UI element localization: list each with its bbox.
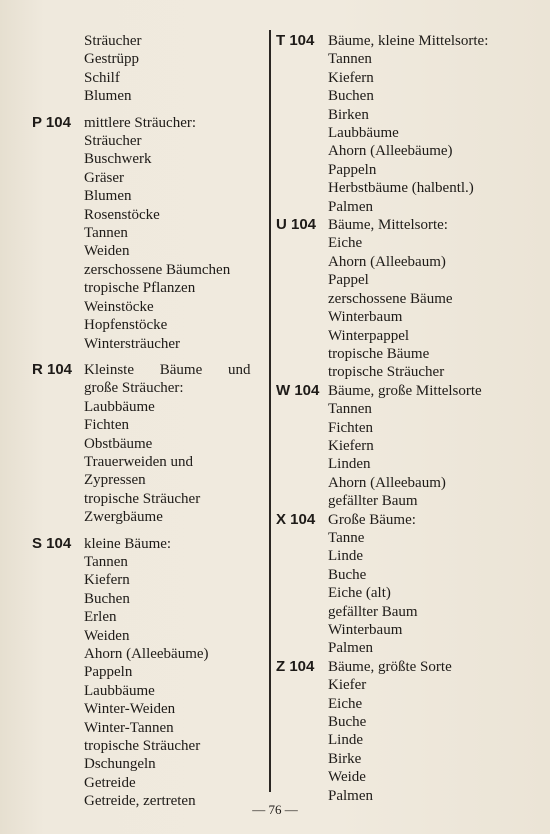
entry-heading: Große Bäume: bbox=[328, 511, 416, 528]
entry-code: U 104 bbox=[276, 216, 317, 234]
list-item: Birken bbox=[328, 106, 369, 123]
list-item: Birke bbox=[328, 750, 362, 767]
list-item: Buchen bbox=[328, 88, 374, 105]
list-item: Gestrüpp bbox=[84, 51, 139, 68]
list-item: Dschungeln bbox=[84, 756, 156, 773]
list-item: Ahorn (Alleebäume) bbox=[84, 646, 209, 662]
list-item: Gräser bbox=[84, 169, 124, 186]
list-item: Hopfenstöcke bbox=[84, 317, 168, 334]
entry-s104 bbox=[32, 535, 270, 811]
entry-heading: Bäume, größte Sorte bbox=[328, 658, 452, 675]
list-item: tropische Sträucher bbox=[328, 364, 445, 381]
list-item: zerschossene Bäumchen bbox=[84, 261, 231, 278]
entry-w104 bbox=[276, 382, 536, 511]
list-item: Linden bbox=[328, 456, 371, 473]
list-item: Trauerweiden und bbox=[84, 453, 194, 470]
list-item: Laubbäume bbox=[328, 125, 399, 142]
list-item: Palmen bbox=[328, 198, 373, 215]
list-item: Weide bbox=[328, 769, 366, 786]
list-item: gefällter Baum bbox=[328, 603, 418, 620]
list-item: Kiefern bbox=[328, 437, 374, 454]
list-item: Eiche bbox=[328, 235, 363, 252]
list-item: Herbstbäume (halbentl.) bbox=[328, 180, 474, 197]
list-item: Wintersträucher bbox=[84, 335, 181, 352]
list-item: tropische Sträucher bbox=[84, 490, 201, 507]
list-item: tropische Pflanzen bbox=[84, 280, 196, 297]
entry-r104 bbox=[32, 361, 270, 527]
list-item: Linde bbox=[328, 732, 363, 749]
list-item: Blumen bbox=[84, 188, 132, 205]
list-item: Rosenstöcke bbox=[84, 206, 160, 223]
list-item: Blumen bbox=[84, 88, 132, 105]
list-item: Pappeln bbox=[84, 664, 133, 681]
list-item: Tanne bbox=[328, 529, 365, 546]
list-item: tropische Bäume bbox=[328, 345, 430, 362]
list-item: Winter-Weiden bbox=[84, 701, 176, 718]
column-divider bbox=[269, 30, 271, 792]
list-item: tropische Sträucher bbox=[84, 738, 201, 755]
list-item: Tannen bbox=[328, 51, 372, 68]
list-item: Getreide, zertreten bbox=[84, 793, 196, 810]
left-column bbox=[32, 32, 270, 811]
list-item: Kiefer bbox=[328, 677, 367, 694]
list-item: Pappeln bbox=[328, 161, 377, 178]
entry-heading: Bäume, kleine Mittelsorte: bbox=[328, 33, 489, 49]
entry-p104 bbox=[32, 114, 270, 353]
list-item: Winterbaum bbox=[328, 309, 403, 326]
list-item: Pappel bbox=[328, 272, 369, 289]
page-number: — 76 — bbox=[252, 802, 298, 817]
list-item: Palmen bbox=[328, 640, 373, 657]
list-item: Kiefern bbox=[328, 69, 374, 86]
list-item: Palmen bbox=[328, 787, 373, 804]
list-item: Winterpappel bbox=[328, 327, 410, 344]
continued-list bbox=[84, 32, 270, 106]
entry-heading: Bäume, große Mittelsorte bbox=[328, 382, 482, 399]
list-item: Weiden bbox=[84, 243, 130, 260]
list-item: Ahorn (Alleebäume) bbox=[328, 143, 453, 160]
list-item: Tannen bbox=[328, 401, 372, 418]
list-item: Winter-Tannen bbox=[84, 719, 174, 736]
list-item: gefällter Baum bbox=[328, 493, 418, 510]
entry-x104 bbox=[276, 511, 536, 658]
entry-heading: mittlere Sträucher: bbox=[84, 114, 197, 131]
entry-heading-continued: große Sträucher: bbox=[84, 380, 184, 397]
list-item: Erlen bbox=[84, 609, 117, 626]
list-item: Ahorn (Alleebaum) bbox=[328, 474, 446, 491]
list-item: Zypressen bbox=[84, 472, 146, 489]
list-item: Buche bbox=[328, 566, 367, 583]
list-item: Weinstöcke bbox=[84, 298, 154, 315]
entry-u104 bbox=[276, 216, 536, 382]
list-item: Laubbäume bbox=[84, 682, 155, 699]
right-column bbox=[276, 32, 536, 805]
entry-z104 bbox=[276, 658, 536, 805]
entry-t104 bbox=[276, 32, 536, 216]
list-item: Getreide bbox=[84, 774, 136, 791]
list-item: Sträucher bbox=[84, 33, 142, 49]
list-item: Tannen bbox=[84, 553, 128, 570]
list-item: Weiden bbox=[84, 627, 130, 644]
list-item: Obstbäume bbox=[84, 435, 153, 452]
list-item: Tannen bbox=[84, 225, 128, 242]
list-item: zerschossene Bäume bbox=[328, 290, 453, 307]
list-item: Eiche bbox=[328, 695, 363, 712]
list-item: Kiefern bbox=[84, 572, 130, 589]
entry-code: X 104 bbox=[276, 510, 316, 528]
list-item: Laubbäume bbox=[84, 398, 155, 415]
list-item: Buchen bbox=[84, 590, 130, 607]
entry-code: S 104 bbox=[32, 534, 72, 552]
entry-code: P 104 bbox=[32, 113, 71, 131]
list-item: Schilf bbox=[84, 69, 120, 86]
entry-code: T 104 bbox=[276, 32, 315, 49]
entry-code: W 104 bbox=[276, 381, 320, 399]
list-item: Sträucher bbox=[84, 133, 142, 150]
entry-code: Z 104 bbox=[276, 657, 315, 675]
entry-heading: Bäume, Mittelsorte: bbox=[328, 217, 448, 234]
list-item: Eiche (alt) bbox=[328, 585, 391, 602]
list-item: Zwergbäume bbox=[84, 509, 163, 526]
list-item: Linde bbox=[328, 548, 363, 565]
list-item: Buche bbox=[328, 714, 367, 731]
list-item: Ahorn (Alleebaum) bbox=[328, 253, 446, 270]
entry-heading: kleine Bäume: bbox=[84, 535, 172, 552]
entry-code: R 104 bbox=[32, 360, 73, 378]
list-item: Buschwerk bbox=[84, 151, 152, 168]
list-item: Fichten bbox=[84, 417, 129, 434]
entry-heading: Kleinste Bäume und bbox=[84, 361, 251, 378]
list-item: Fichten bbox=[328, 419, 373, 436]
list-item: Winterbaum bbox=[328, 622, 403, 638]
